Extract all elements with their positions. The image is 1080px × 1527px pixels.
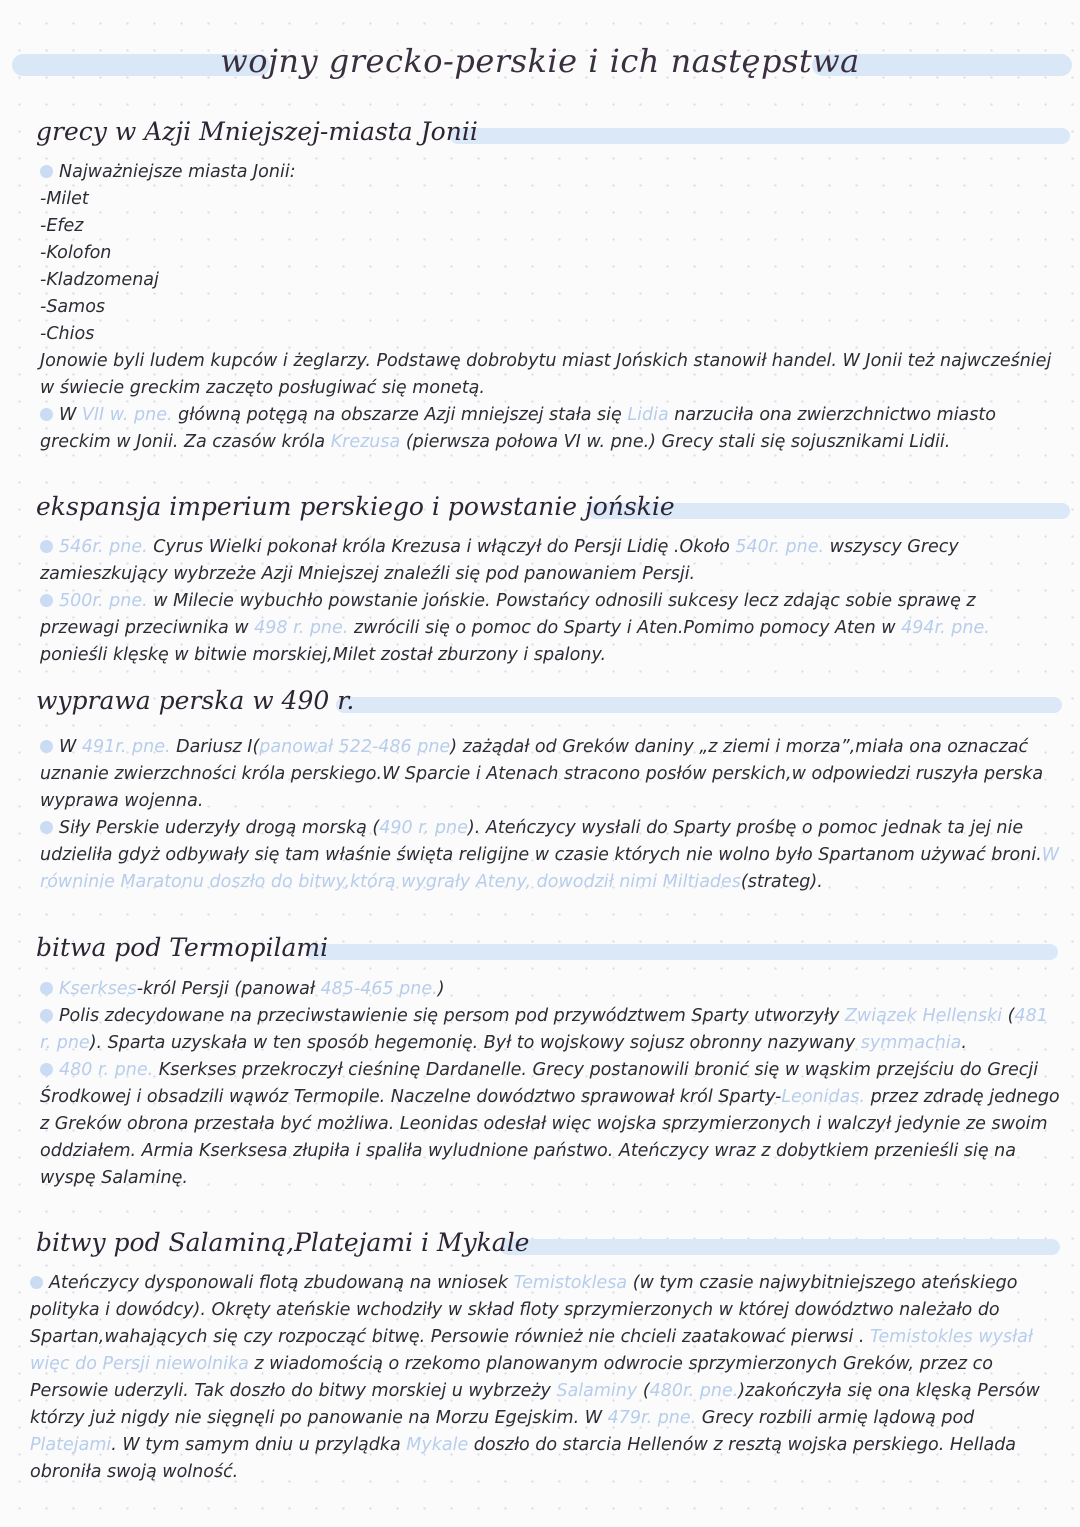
- highlight-text: VII w. pne.: [81, 405, 173, 425]
- highlight-text: 485-465 pne.: [320, 979, 438, 999]
- bullet-dot: [40, 1009, 53, 1022]
- title-row: [0, 38, 1080, 98]
- city-item: -Efez: [40, 216, 84, 236]
- city-item: -Samos: [40, 297, 106, 317]
- highlight-text: panował 522-486 pne: [259, 737, 451, 757]
- highlight-text: Leonidas.: [781, 1087, 866, 1107]
- city-item: -Chios: [40, 324, 95, 344]
- section-heading-wyprawa: [0, 686, 1080, 726]
- paragraph: Jonowie byli ludem kupców i żeglarzy. Podstawę dobrobytu miast Jońskich stanowił handel. W Jonii też najwcześniej w świecie greckim zaczęto posługiwać się monetą.: [40, 351, 1052, 398]
- highlight-text: symmachia: [860, 1033, 962, 1053]
- text-run: (pierwsza połowa VI w. pne.) Grecy stali się sojusznikami Lidii.: [400, 432, 951, 452]
- section-heading-termopile: [0, 933, 1080, 973]
- paragraph: [40, 734, 1060, 815]
- text-run: Polis zdecydowane na przeciwstawienie się persom pod przywództwem Sparty utworzyły: [59, 1006, 845, 1026]
- bullet-dot: [40, 740, 53, 753]
- section-body-termopile: [40, 976, 1060, 1192]
- heading-text: ekspansja imperium perskiego i powstanie jońskie: [36, 492, 675, 521]
- heading-text: bitwy pod Salaminą,Platejami i Mykale: [36, 1228, 530, 1257]
- heading-bar: [336, 697, 1062, 713]
- highlight-text: 500r. pne.: [59, 591, 148, 611]
- text-run: ) zażądał od Greków daniny „z ziemi i morza”,miała ona oznaczać uznanie zwierzchności króla perskiego.W Sparcie i Atenach stracono posłów perskich,w odpowiedzi ruszyła perska wyprawa wojenna.: [40, 737, 1044, 811]
- page-title: wojny grecko-perskie i ich następstwa: [220, 42, 860, 80]
- highlight-text: Związek Hellenski: [844, 1006, 1003, 1026]
- heading-bar: [500, 1239, 1060, 1255]
- city-item: -Kladzomenaj: [40, 270, 159, 290]
- highlight-text: Temistoklesa: [513, 1273, 628, 1293]
- bullet-dot: [40, 408, 53, 421]
- text-run: z wiadomością o rzekomo planowanym odwrocie sprzymierzonych Greków, przez co Persowie uderzyli. Tak doszło do bitwy morskiej u wybrzeży: [30, 1354, 993, 1401]
- paragraph: [40, 815, 1060, 896]
- paragraph: [30, 1270, 1060, 1486]
- highlight-text: Lidia: [627, 405, 669, 425]
- bullet-dot: [40, 982, 53, 995]
- section-body-ekspansja: [40, 534, 1060, 669]
- heading-text: grecy w Azji Mniejszej-miasta Jonii: [36, 117, 478, 146]
- section-heading-jonia: [0, 117, 1080, 157]
- heading-text: bitwa pod Termopilami: [36, 933, 329, 962]
- highlight-text: Platejami: [30, 1435, 112, 1455]
- section-body-salamina: [30, 1270, 1060, 1486]
- city-item: -Kolofon: [40, 243, 112, 263]
- text-run: ). Sparta uzyskała w ten sposób hegemonię. Był to wojskowy sojusz obronny nazywany: [89, 1033, 861, 1053]
- highlight-text: Salaminy: [556, 1381, 638, 1401]
- bullet-dot: [30, 1276, 43, 1289]
- highlight-text: 498 r. pne.: [254, 618, 349, 638]
- text-run: narzuciła ona zwierzchnictwo miasto greckim w Jonii. Za czasów króla: [40, 405, 996, 452]
- text-run: doszło do starcia Hellenów z resztą wojska perskiego. Hellada obroniła swoją wolność.: [30, 1435, 1017, 1482]
- highlight-text: W równinie Maratonu doszło do bitwy,którą wygrały Ateny, dowodził nimi Miltiades: [40, 845, 1060, 892]
- text-run: Siły Perskie uderzyły drogą morską (: [59, 818, 380, 838]
- highlight-text: 494r. pne.: [901, 618, 990, 638]
- text-run: Dariusz I(: [170, 737, 260, 757]
- highlight-text: 480 r. pne.: [59, 1060, 154, 1080]
- highlight-text: 481 r. pne: [40, 1006, 1048, 1053]
- highlight-text: Krezusa: [330, 432, 401, 452]
- bullet-dot: [40, 594, 53, 607]
- highlight-text: 479r. pne.: [607, 1408, 697, 1428]
- section-body-jonia: [40, 159, 1060, 456]
- bullet-dot: [40, 821, 53, 834]
- cities-intro: Najważniejsze miasta Jonii:: [59, 162, 296, 182]
- paragraph: [40, 976, 1060, 1003]
- bullet-dot: [40, 540, 53, 553]
- text-run: (: [1002, 1006, 1015, 1026]
- text-run: Grecy rozbili armię lądową pod: [696, 1408, 975, 1428]
- bullet-dot: [40, 1063, 53, 1076]
- text-run: . W tym samym dniu u przylądka: [111, 1435, 407, 1455]
- bullet-dot: [40, 165, 53, 178]
- text-run: w Milecie wybuchło powstanie jońskie. Powstańcy odnosili sukcesy lecz zdając sobie sprawę z przewagi przeciwnika w: [40, 591, 976, 638]
- text-run: )zakończyła się ona klęską Persów którzy już nigdy nie sięgnęli po panowanie na Morzu Egejskim. W: [30, 1381, 1040, 1428]
- text-run: ). Ateńczycy wysłali do Sparty prośbę o pomoc jednak ta jej nie udzieliła gdyż odbywały się tam właśnie święta religijne w czasie których nie wolno było Spartanom używać broni.: [40, 818, 1042, 865]
- text-run: wszyscy Grecy zamieszkujący wybrzeże Azji Mniejszej znaleźli się pod panowaniem Persji.: [40, 537, 959, 584]
- section-body-wyprawa: [40, 734, 1060, 896]
- text-run: główną potęgą na obszarze Azji mniejszej stała się: [172, 405, 628, 425]
- text-run: (strateg).: [740, 872, 823, 892]
- highlight-text: 490 r. pne: [379, 818, 468, 838]
- paragraph: [40, 534, 1060, 588]
- text-run: .: [961, 1033, 967, 1053]
- heading-bar: [306, 944, 1058, 960]
- highlight-text: Kserkses: [59, 979, 137, 999]
- heading-bar: [450, 128, 1070, 144]
- highlight-text: 491r. pne.: [81, 737, 171, 757]
- highlight-text: 480r. pne.: [649, 1381, 739, 1401]
- paragraph: [40, 1003, 1060, 1057]
- paragraph: [40, 402, 1060, 456]
- section-heading-ekspansja: [0, 492, 1080, 532]
- highlight-text: Mykale: [406, 1435, 469, 1455]
- text-run: W: [59, 737, 82, 757]
- text-run: (w tym czasie najwybitniejszego ateńskiego polityka i dowódcy). Okręty ateńskie wchodziły w skład floty sprzymierzonych w której dowództwo należało do Spartan,wahających się czy rozpocząć bitwę. Persowie również nie chcieli zaatakować pierwsi .: [30, 1273, 1018, 1347]
- text-run: -król Persji (panował: [136, 979, 321, 999]
- text-run: Ateńczycy dysponowali flotą zbudowaną na wniosek: [49, 1273, 514, 1293]
- city-item: -Milet: [40, 189, 89, 209]
- text-run: W: [59, 405, 82, 425]
- paragraph: [40, 1057, 1060, 1192]
- highlight-text: Temistokles wysłał więc do Persji niewolnika: [30, 1327, 1033, 1374]
- text-run: przez zdradę jednego z Greków obrona przestała być możliwa. Leonidas odesłał więc wojska sprzymierzonych i walczył jedynie ze swoim oddziałem. Armia Kserksesa złupiła i spaliła wyludnione państwo. Ateńczycy wraz z dobytkiem przenieśli się na wyspę Salaminę.: [40, 1087, 1060, 1188]
- highlight-text: 546r. pne.: [59, 537, 148, 557]
- text-run: (: [637, 1381, 650, 1401]
- text-run: ): [437, 979, 445, 999]
- heading-text: wyprawa perska w 490 r.: [36, 686, 355, 715]
- paragraph: [40, 588, 1060, 669]
- text-run: zwrócili się o pomoc do Sparty i Aten.Pomimo pomocy Aten w: [348, 618, 902, 638]
- text-run: ponieśli klęskę w bitwie morskiej,Milet został zburzony i spalony.: [40, 645, 607, 665]
- highlight-text: 540r. pne.: [735, 537, 825, 557]
- text-run: Kserkses przekroczył cieśninę Dardanelle. Grecy postanowili bronić się w wąskim przejściu do Grecji Środkowej i obsadzili wąwóz Termopile. Naczelne dowództwo sprawował król Sparty-: [40, 1060, 1039, 1107]
- text-run: Cyrus Wielki pokonał króla Krezusa i włączył do Persji Lidię .Około: [147, 537, 736, 557]
- section-heading-salamina: [0, 1228, 1080, 1268]
